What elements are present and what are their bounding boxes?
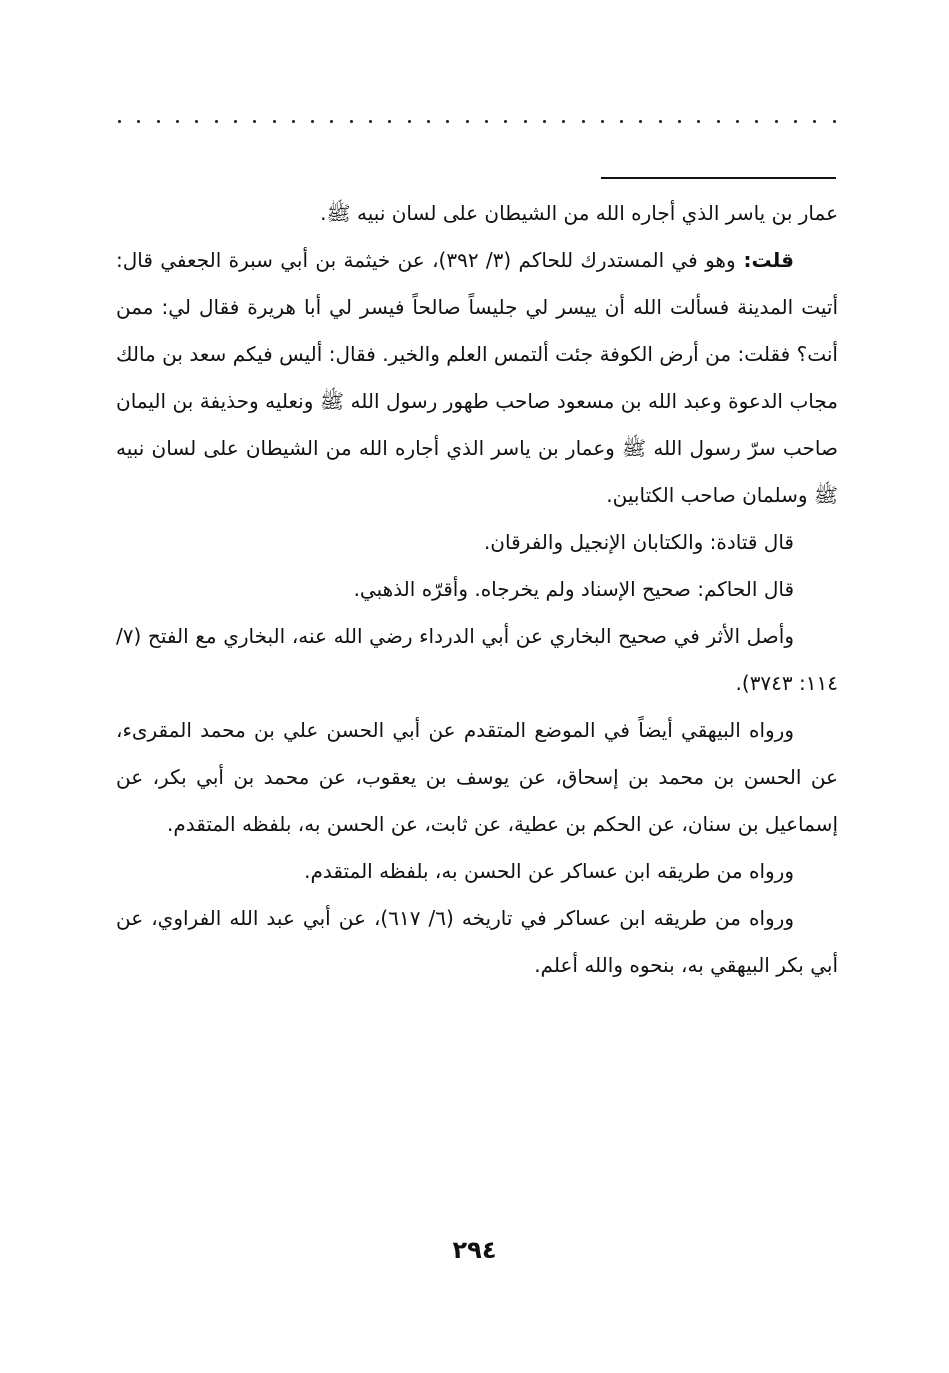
paragraph-1-text: عمار بن ياسر الذي أجاره الله من الشيطان على لسان نبيه ﷺ. (320, 201, 838, 225)
separator-dot (601, 120, 604, 123)
footnote-text (116, 190, 838, 989)
separator-dot (176, 120, 179, 123)
paragraph-8 (116, 895, 838, 989)
dotted-separator (118, 114, 836, 128)
page-number: ٢٩٤ (452, 1236, 497, 1264)
separator-dot (137, 120, 140, 123)
separator-dot (388, 120, 391, 123)
separator-dot (620, 120, 623, 123)
separator-dot (215, 120, 218, 123)
paragraph-2-text: وهو في المستدرك للحاكم (٣/ ٣٩٢)، عن خيثمة بن أبي سبرة الجعفي قال: أتيت المدينة فسألت الله أن ييسر لي جليساً صالحاً فيسر لي أبا هريرة فقال لي: ممن أنت؟ فقلت: من أرض الكوفة جئت ألتمس العلم والخير. فقال: أليس فيكم سعد بن مالك مجاب الدعوة وعبد الله بن مسعود صاحب طهور رسول الله ﷺ ونعليه وحذيفة بن اليمان صاحب سرّ رسول الله ﷺ وعمار بن ياسر الذي أجاره الله من الشيطان على لسان نبيه ﷺ وسلمان صاحب الكتابين. (116, 248, 838, 507)
separator-dot (311, 120, 314, 123)
separator-dot (775, 120, 778, 123)
separator-dot (292, 120, 295, 123)
separator-dot (427, 120, 430, 123)
paragraph-8-text: ورواه من طريقه ابن عساكر في تاريخه (٦/ ٦١٧)، عن أبي عبد الله الفراوي، عن أبي بكر البيهقي به، بنحوه والله أعلم. (116, 906, 838, 977)
separator-dot (678, 120, 681, 123)
separator-dot (562, 120, 565, 123)
separator-dot (659, 120, 662, 123)
separator-dot (408, 120, 411, 123)
separator-dot (813, 120, 816, 123)
separator-dot (504, 120, 507, 123)
separator-dot (833, 120, 836, 123)
separator-dot (524, 120, 527, 123)
separator-dot (118, 120, 121, 123)
separator-dot (582, 120, 585, 123)
footnote-rule (601, 177, 836, 179)
separator-dot (330, 120, 333, 123)
paragraph-5 (116, 613, 838, 707)
separator-dot (736, 120, 739, 123)
paragraph-4-text: قال الحاكم: صحيح الإسناد ولم يخرجاه. وأقرّه الذهبي. (353, 577, 794, 601)
paragraph-1 (116, 190, 838, 237)
paragraph-5-text: وأصل الأثر في صحيح البخاري عن أبي الدرداء رضي الله عنه، البخاري مع الفتح (٧/ ١١٤: ٣٧٤٣). (116, 624, 838, 695)
paragraph-2 (116, 237, 838, 519)
paragraph-6 (116, 707, 838, 848)
paragraph-7-text: ورواه من طريقه ابن عساكر عن الحسن به، بلفظه المتقدم. (304, 859, 794, 883)
paragraph-2-lead: قلت: (735, 248, 794, 272)
separator-dot (543, 120, 546, 123)
paragraph-7 (116, 848, 838, 895)
separator-dot (369, 120, 372, 123)
separator-dot (755, 120, 758, 123)
separator-dot (234, 120, 237, 123)
separator-dot (446, 120, 449, 123)
separator-dot (639, 120, 642, 123)
separator-dot (253, 120, 256, 123)
paragraph-3-text: قال قتادة: والكتابان الإنجيل والفرقان. (483, 530, 794, 554)
paragraph-4 (116, 566, 838, 613)
separator-dot (485, 120, 488, 123)
paragraph-3 (116, 519, 838, 566)
paragraph-6-text: ورواه البيهقي أيضاً في الموضع المتقدم عن أبي الحسن علي بن محمد المقرىء، عن الحسن بن محمد بن إسحاق، عن يوسف بن يعقوب، عن محمد بن أبي بكر، عن إسماعيل بن سنان، عن الحكم بن عطية، عن ثابت، عن الحسن به، بلفظه المتقدم. (116, 718, 838, 836)
separator-dot (273, 120, 276, 123)
separator-dot (350, 120, 353, 123)
separator-dot (697, 120, 700, 123)
separator-dot (195, 120, 198, 123)
separator-dot (794, 120, 797, 123)
separator-dot (157, 120, 160, 123)
separator-dot (717, 120, 720, 123)
separator-dot (466, 120, 469, 123)
